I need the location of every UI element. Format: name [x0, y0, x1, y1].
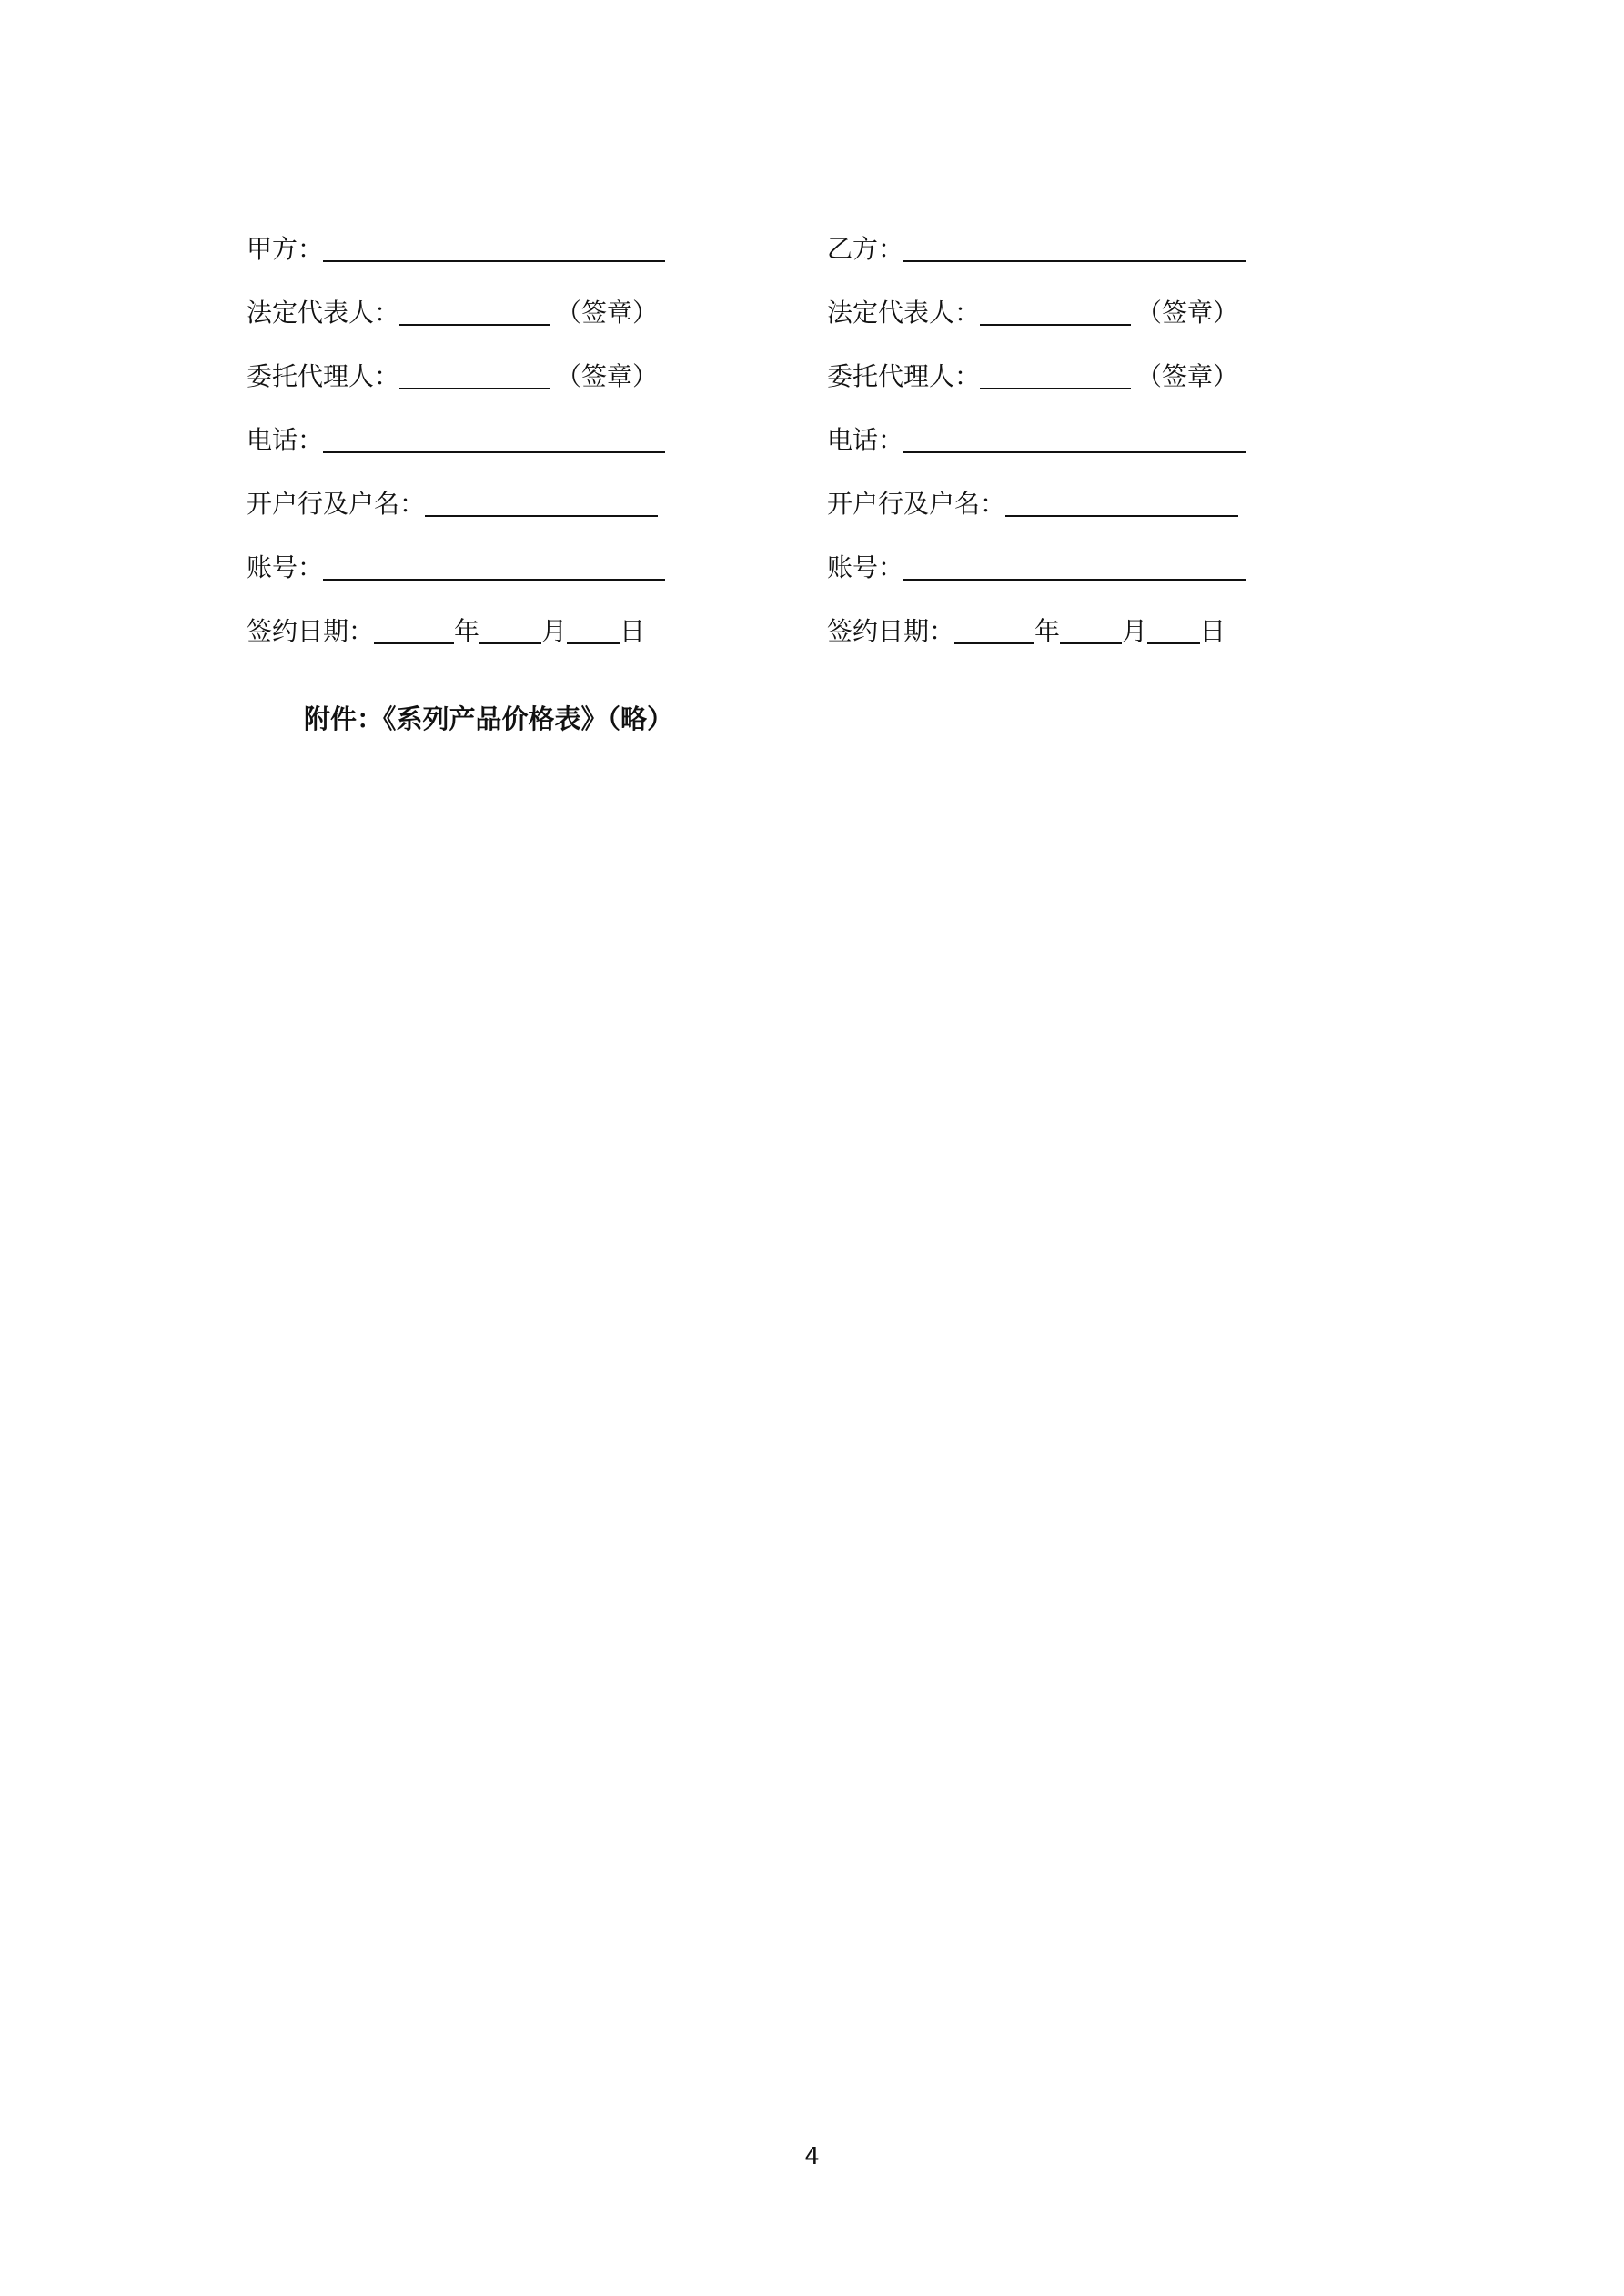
party-b-label: 乙方： — [827, 234, 904, 264]
party-a-year-blank[interactable] — [374, 615, 454, 644]
party-a-bank-row — [247, 459, 683, 522]
party-b-signature-block — [827, 204, 1264, 650]
party-b-account-row — [827, 522, 1264, 586]
party-b-month-blank[interactable] — [1060, 615, 1122, 644]
party-b-bank-blank[interactable] — [1005, 488, 1238, 517]
party-a-legal-rep-blank[interactable] — [399, 297, 550, 326]
party-a-legal-rep-row — [247, 268, 683, 331]
party-b-agent-label: 委托代理人： — [827, 361, 981, 391]
party-b-year-blank[interactable] — [954, 615, 1034, 644]
party-a-month-blank[interactable] — [479, 615, 541, 644]
party-b-phone-blank[interactable] — [903, 424, 1246, 453]
party-a-agent-seal-note: （签章） — [556, 361, 659, 391]
party-b-phone-label: 电话： — [827, 425, 904, 455]
party-b-day-blank[interactable] — [1147, 615, 1200, 644]
party-a-bank-label: 开户行及户名： — [247, 489, 426, 519]
party-b-agent-row — [827, 331, 1264, 395]
party-a-account-label: 账号： — [247, 552, 324, 582]
party-a-account-row — [247, 522, 683, 586]
party-b-year-unit: 年 — [1034, 616, 1061, 646]
party-b-account-label: 账号： — [827, 552, 904, 582]
party-a-label: 甲方： — [247, 234, 324, 264]
party-a-day-unit: 日 — [620, 616, 646, 646]
attachment-note: 附件：《系列产品价格表》（略） — [304, 703, 674, 734]
party-b-legal-rep-label: 法定代表人： — [827, 298, 981, 328]
party-b-agent-seal-note: （签章） — [1136, 361, 1239, 391]
party-a-year-unit: 年 — [454, 616, 480, 646]
party-b-month-unit: 月 — [1122, 616, 1148, 646]
party-b-name-blank[interactable] — [903, 233, 1246, 262]
party-b-account-blank[interactable] — [903, 551, 1246, 581]
party-a-day-blank[interactable] — [567, 615, 620, 644]
party-a-agent-row — [247, 331, 683, 395]
party-b-legal-rep-blank[interactable] — [980, 297, 1131, 326]
party-a-signature-block — [247, 204, 683, 650]
party-a-phone-label: 电话： — [247, 425, 324, 455]
party-a-legal-rep-seal-note: （签章） — [556, 298, 659, 328]
party-a-agent-blank[interactable] — [399, 360, 550, 389]
party-a-phone-blank[interactable] — [323, 424, 665, 453]
party-b-date-label: 签约日期： — [827, 616, 955, 646]
party-b-day-unit: 日 — [1200, 616, 1226, 646]
party-a-agent-label: 委托代理人： — [247, 361, 400, 391]
party-b-bank-row — [827, 459, 1264, 522]
party-b-name-row — [827, 204, 1264, 268]
party-a-date-label: 签约日期： — [247, 616, 375, 646]
party-b-legal-rep-row — [827, 268, 1264, 331]
party-a-phone-row — [247, 395, 683, 459]
party-b-bank-label: 开户行及户名： — [827, 489, 1006, 519]
page-number: 4 — [804, 2143, 820, 2170]
party-a-legal-rep-label: 法定代表人： — [247, 298, 400, 328]
party-a-month-unit: 月 — [541, 616, 568, 646]
party-b-agent-blank[interactable] — [980, 360, 1131, 389]
party-a-name-row — [247, 204, 683, 268]
party-b-phone-row — [827, 395, 1264, 459]
party-a-date-row — [247, 586, 683, 650]
party-a-name-blank[interactable] — [323, 233, 665, 262]
party-b-legal-rep-seal-note: （签章） — [1136, 298, 1239, 328]
party-a-bank-blank[interactable] — [425, 488, 658, 517]
party-a-account-blank[interactable] — [323, 551, 665, 581]
party-b-date-row — [827, 586, 1264, 650]
